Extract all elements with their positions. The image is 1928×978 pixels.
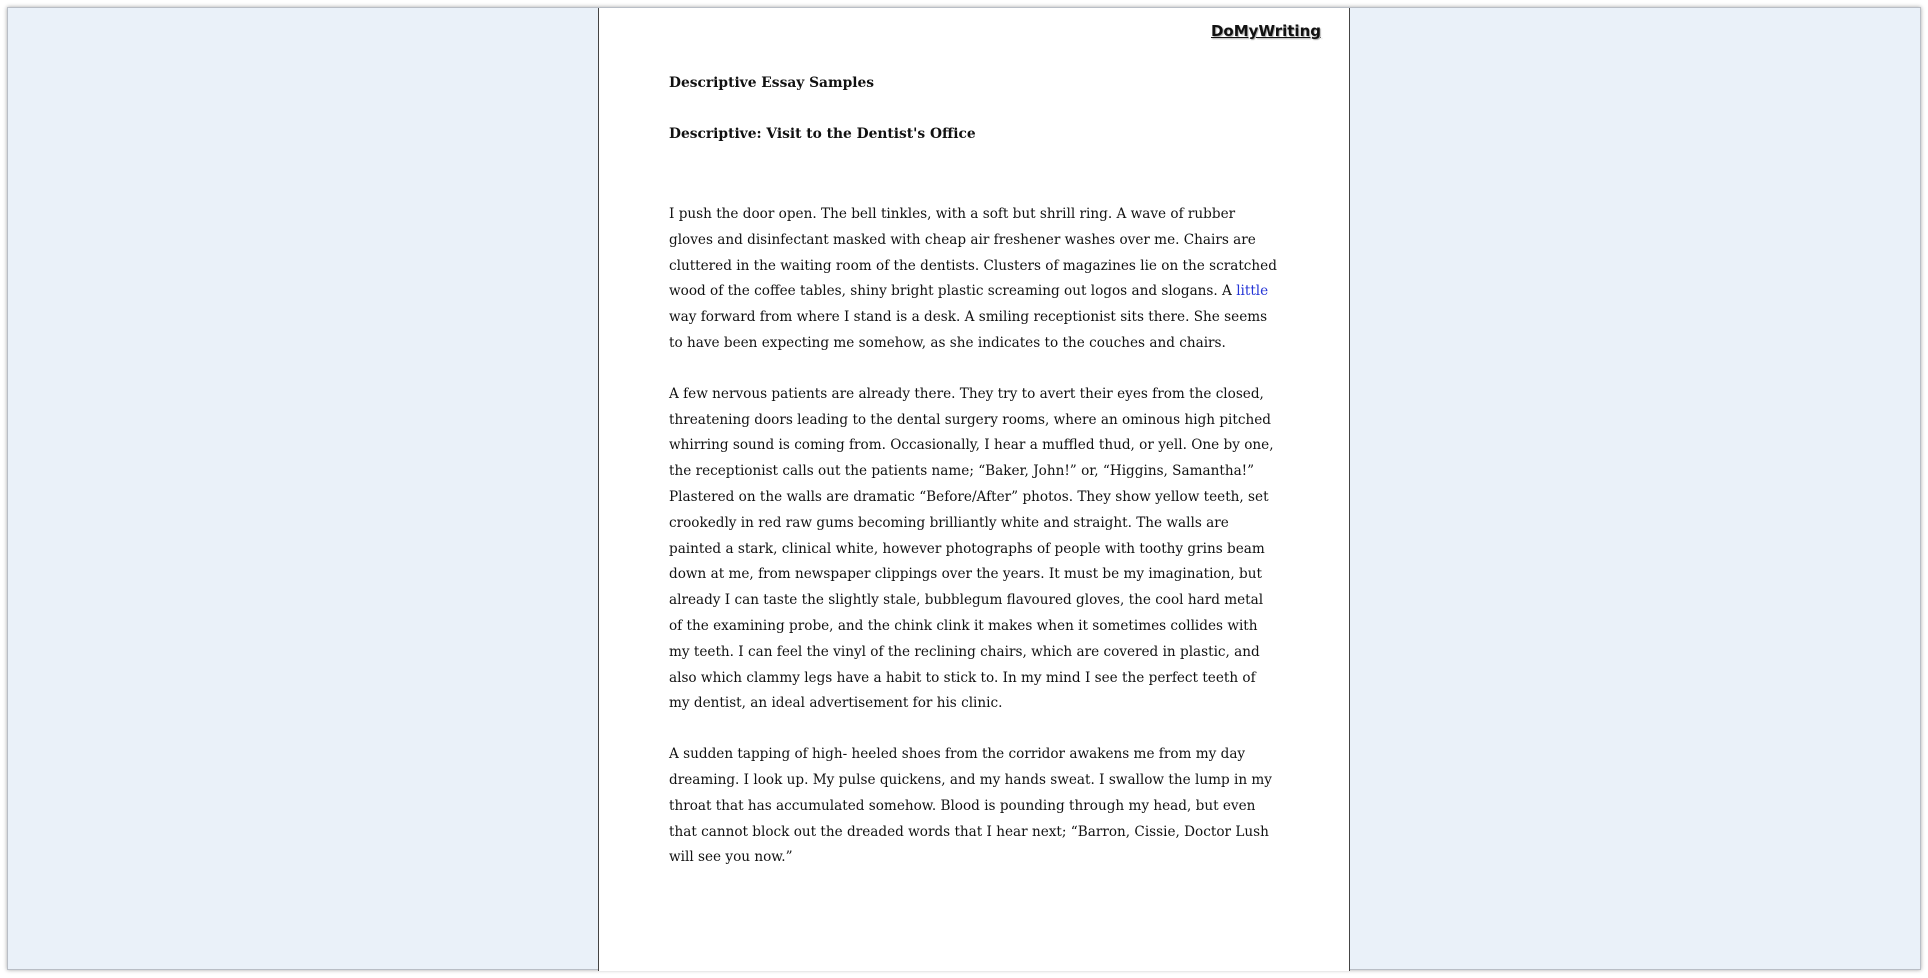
document-viewer [7,7,1921,970]
essay-content [669,74,1279,871]
paragraph-4: A sudden tapping of high- heeled shoes from the corridor awakens me from my day dreaming. I look up. My pulse quickens, and my hands sweat. I swallow the lump in my throat that has accumulated somehow. Blood is pounding through my head, but even that cannot block out the dreaded words that I hear next; “Barron, Cissie, Doctor Lush will see you now.” [669,746,1272,866]
paragraph-2: A few nervous patients are already there. They try to avert their eyes from the closed, threatening doors leading to the dental surgery rooms, where an ominous high pitched whirring sound is coming from. Occasionally, I hear a muffled thud, or yell. One by one, the receptionist calls out the patients name; “Baker, John!” or, “Higgins, Samantha!” [669,385,1274,480]
paragraph-1-text-end: way forward from where I stand is a desk. A smiling receptionist sits there. She seems to have been expecting me somehow, as she indicates to the couches and chairs. [669,309,1268,351]
paragraph-3: Plastered on the walls are dramatic “Before/After” photos. They show yellow teeth, set crookedly in red raw gums becoming brilliantly white and straight. The walls are painted a stark, clinical white, however photographs of people with toothy grins beam down at me, from newspaper clippings over the years. It must be my imagination, but already I can taste the slightly stale, bubblegum flavoured gloves, the cool hard metal of the examining probe, and the chink clink it makes when it sometimes collides with my teeth. I can feel the vinyl of the reclining chairs, which are covered in plastic, and also which clammy legs have a habit to stick to. In my mind I see the perfect teeth of my dentist, an ideal advertisement for his clinic. [669,488,1269,712]
document-title: Descriptive Essay Samples [669,75,875,91]
paragraph-1-text-start: I push the door open. The bell tinkles, with a soft but shrill ring. A wave of rubber gloves and disinfectant masked with cheap air freshener washes over me. Chairs are cluttered in the waiting room of the dentists. Clusters of magazines lie on the scratched wood of the coffee tables, shiny bright plastic screaming out logos and slogans. A [669,206,1277,300]
essay-title: Descriptive: Visit to the Dentist's Office [669,126,976,142]
brand-logo-text[interactable]: DoMyWriting [1210,22,1321,40]
document-page [598,8,1350,971]
paragraph-1 [669,202,1279,357]
inline-link-little[interactable]: little [1236,283,1269,300]
